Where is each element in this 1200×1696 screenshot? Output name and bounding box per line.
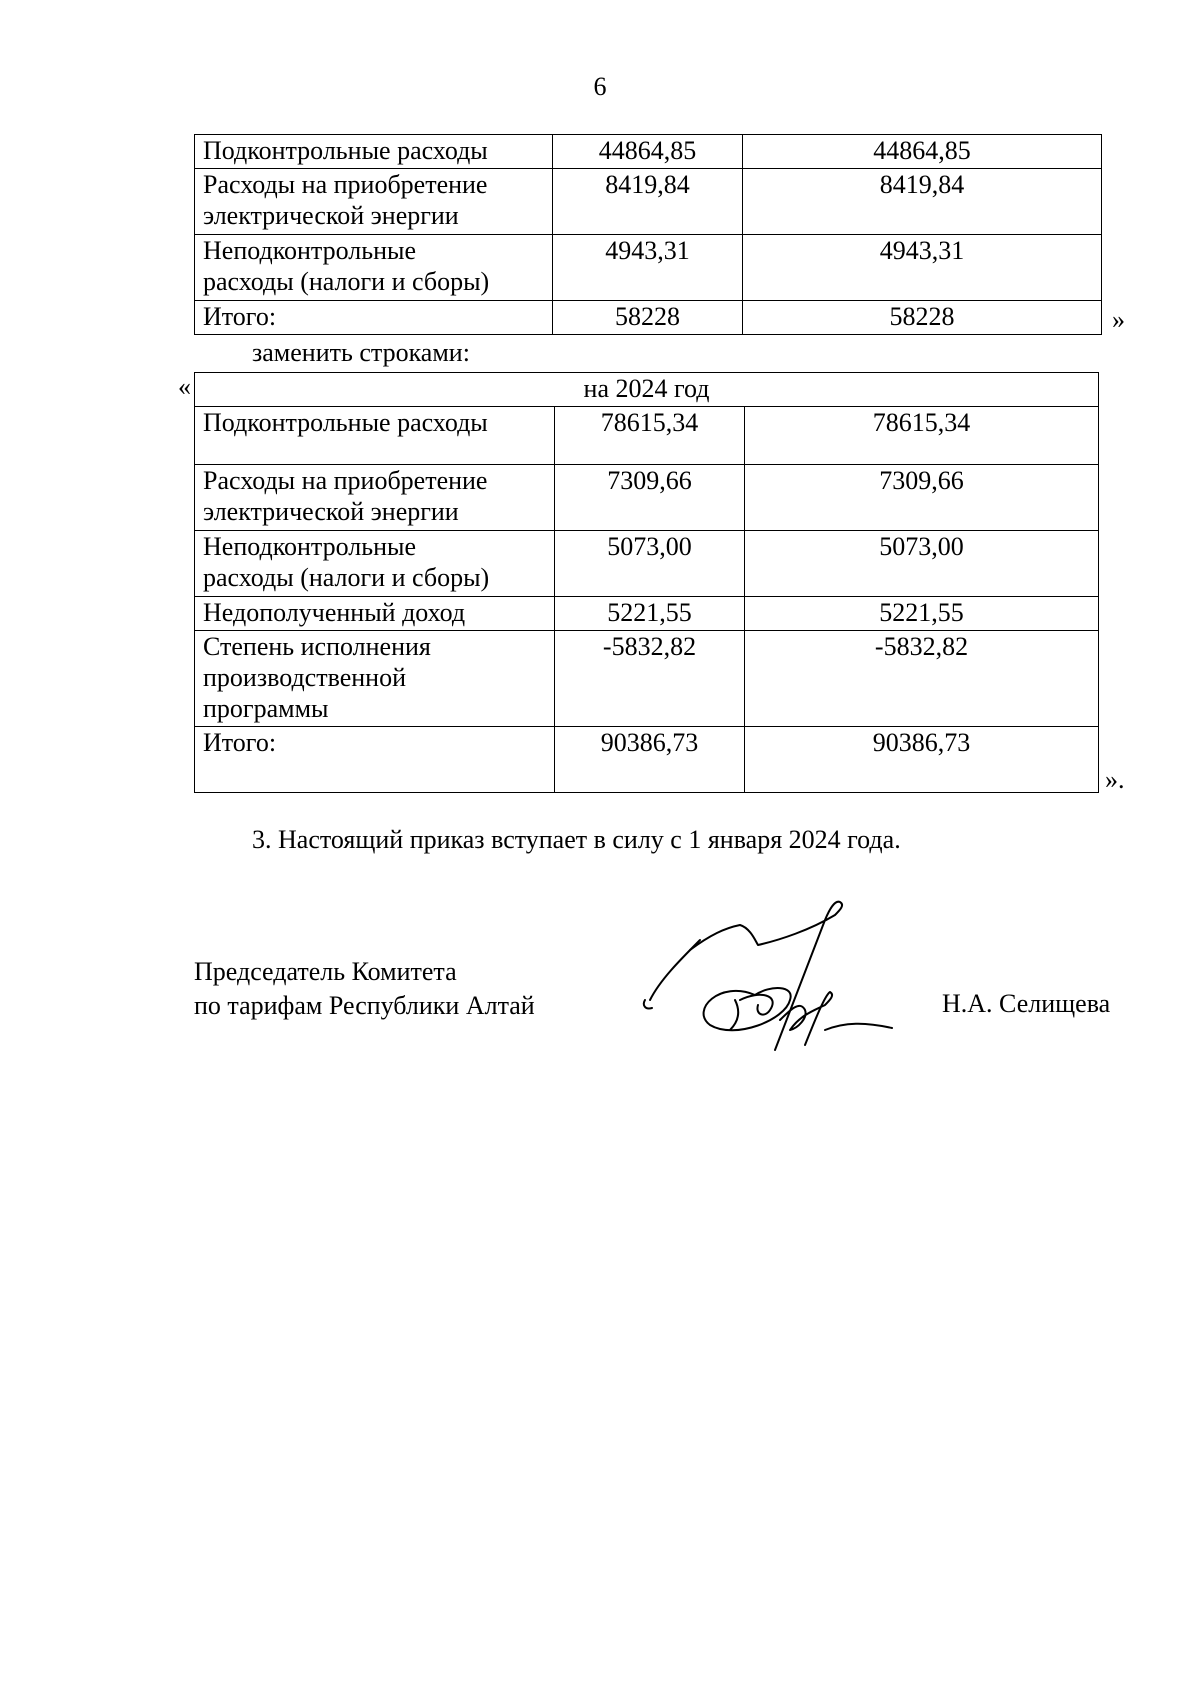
row-label-line: Неподконтрольные [203, 236, 417, 265]
table-row [195, 531, 1099, 597]
closing-quote: ». [1105, 765, 1125, 794]
value-cell: 58228 [553, 301, 743, 335]
value-cell: 7309,66 [555, 465, 745, 531]
row-label: Итого: [195, 301, 553, 335]
row-label [195, 631, 555, 727]
row-label: Недополученный доход [195, 597, 555, 631]
row-label-line: Расходы на приобретение [203, 466, 488, 495]
row-label-line: Степень исполнения [203, 632, 431, 661]
replace-instruction: заменить строками: [252, 338, 470, 367]
value-cell: 90386,73 [745, 727, 1099, 793]
row-label [195, 465, 555, 531]
table-row [195, 407, 1099, 465]
value-cell: -5832,82 [555, 631, 745, 727]
value-cell: 4943,31 [743, 235, 1102, 301]
signatory-title [194, 955, 535, 1023]
row-label [195, 235, 553, 301]
signatory-name: Н.А. Селищева [942, 989, 1111, 1018]
value-cell: 44864,85 [743, 135, 1102, 169]
value-cell: 5221,55 [745, 597, 1099, 631]
row-label: Итого: [195, 727, 555, 793]
row-label-line: Неподконтрольные [203, 532, 417, 561]
old-values-table [194, 134, 1102, 335]
row-label-line: производственной [203, 663, 406, 692]
closing-quote: » [1112, 305, 1125, 334]
value-cell: 90386,73 [555, 727, 745, 793]
table-row [195, 727, 1099, 793]
value-cell: -5832,82 [745, 631, 1099, 727]
table-row [195, 169, 1102, 235]
row-label [195, 169, 553, 235]
row-label-line: электрической энергии [203, 201, 459, 230]
table-row [195, 301, 1102, 335]
value-cell: 58228 [743, 301, 1102, 335]
value-cell: 5221,55 [555, 597, 745, 631]
table-row [195, 465, 1099, 531]
new-values-table [194, 372, 1099, 793]
opening-quote: « [178, 372, 191, 401]
value-cell: 78615,34 [745, 407, 1099, 465]
row-label-line: Расходы на приобретение [203, 170, 488, 199]
row-label-line: расходы (налоги и сборы) [203, 563, 490, 592]
value-cell: 7309,66 [745, 465, 1099, 531]
value-cell: 44864,85 [553, 135, 743, 169]
handwritten-signature [640, 900, 900, 1060]
value-cell: 8419,84 [743, 169, 1102, 235]
value-cell: 78615,34 [555, 407, 745, 465]
row-label-line: электрической энергии [203, 497, 459, 526]
row-label-line: программы [203, 694, 329, 723]
table-row [195, 631, 1099, 727]
row-label: Подконтрольные расходы [195, 135, 553, 169]
paragraph-3: 3. Настоящий приказ вступает в силу с 1 января 2024 года. [252, 825, 901, 854]
table-row [195, 135, 1102, 169]
value-cell: 4943,31 [553, 235, 743, 301]
table-row [195, 597, 1099, 631]
table-header: на 2024 год [195, 373, 1099, 407]
table-header-row [195, 373, 1099, 407]
page-number: 6 [593, 72, 607, 101]
value-cell: 8419,84 [553, 169, 743, 235]
value-cell: 5073,00 [555, 531, 745, 597]
row-label: Подконтрольные расходы [195, 407, 555, 465]
table-row [195, 235, 1102, 301]
row-label [195, 531, 555, 597]
signatory-title-line: Председатель Комитета [194, 957, 457, 986]
value-cell: 5073,00 [745, 531, 1099, 597]
row-label-line: расходы (налоги и сборы) [203, 267, 490, 296]
signatory-title-line: по тарифам Республики Алтай [194, 991, 535, 1020]
